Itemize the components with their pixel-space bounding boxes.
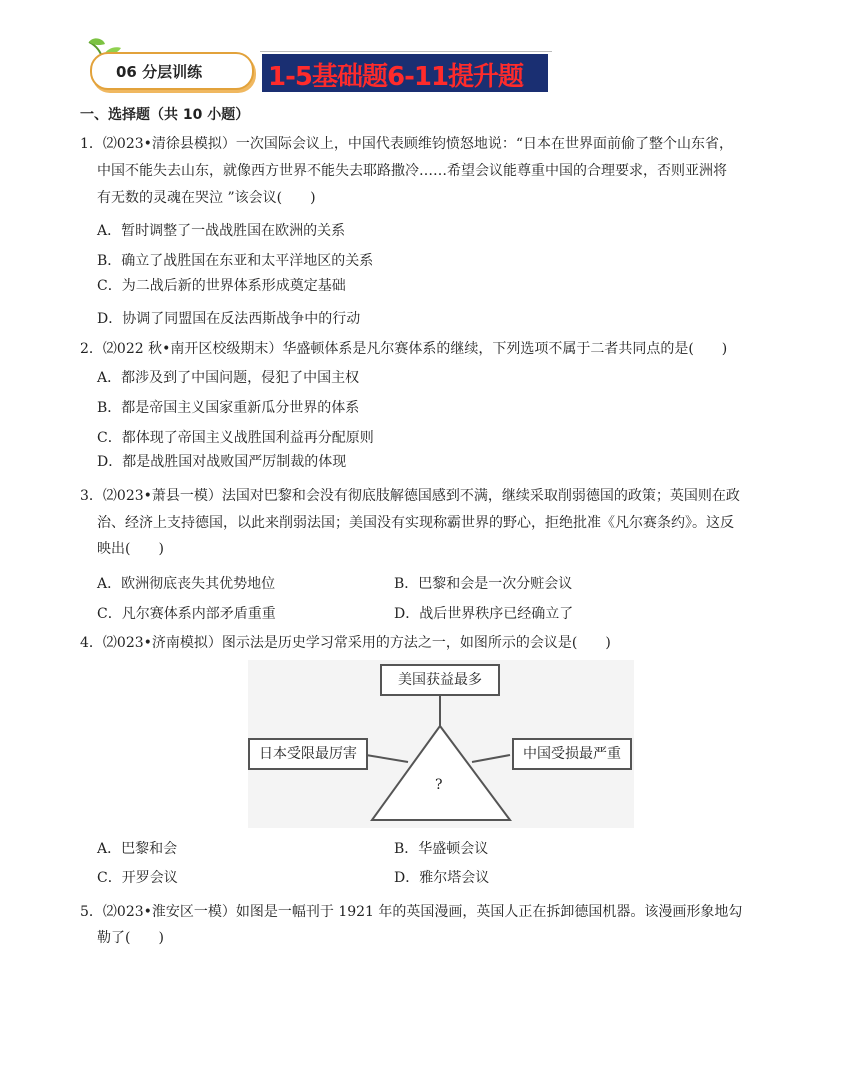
diagram-center-mark: ? — [435, 777, 443, 793]
q1-option-c[interactable]: C．为二战后新的世界体系形成奠定基础 — [97, 278, 346, 294]
q4-option-b[interactable]: B．华盛顿会议 — [394, 841, 489, 857]
q3-stem-line-1: 3．⑵023•萧县一模）法国对巴黎和会没有彻底肢解德国感到不满，继续采取削弱德国的政策；英国则在政 — [80, 488, 740, 504]
q1-option-a[interactable]: A．暂时调整了一战战胜国在欧洲的关系 — [97, 223, 346, 239]
q1-stem-line-2: 中国不能失去山东，就像西方世界不能失去耶路撒冷……希望会议能尊重中国的合理要求，否则亚洲将 — [97, 163, 727, 179]
triangle-shape — [372, 726, 510, 820]
q4-stem-line-1: 4．⑵023•济南模拟）图示法是历史学习常采用的方法之一，如图所示的会议是( ) — [80, 635, 611, 651]
diagram-box-top: 美国获益最多 — [380, 664, 500, 696]
section-title: 一、选择题（共 10 小题） — [80, 107, 250, 123]
q2-option-b[interactable]: B．都是帝国主义国家重新瓜分世界的体系 — [97, 400, 360, 416]
q4-option-c[interactable]: C．开罗会议 — [97, 870, 178, 886]
diagram-box-left: 日本受限最厉害 — [248, 738, 368, 770]
q1-stem-line-1: 1．⑵023•清徐县模拟）一次国际会议上，中国代表顾维钧愤怒地说：“日本在世界面前偷了整个山东省， — [80, 136, 734, 152]
difficulty-banner-text: 1-5基础题6-11提升题 — [268, 62, 524, 92]
q3-option-d[interactable]: D．战后世界秩序已经确立了 — [394, 606, 574, 622]
q4-option-d[interactable]: D．雅尔塔会议 — [394, 870, 490, 886]
q5-stem-line-2: 勒了( ) — [97, 930, 164, 946]
diagram-box-right: 中国受损最严重 — [512, 738, 632, 770]
q1-option-d[interactable]: D．协调了同盟国在反法西斯战争中的行动 — [97, 311, 361, 327]
q2-option-a[interactable]: A．都涉及到了中国问题，侵犯了中国主权 — [97, 370, 360, 386]
q3-option-a[interactable]: A．欧洲彻底丧失其优势地位 — [97, 576, 276, 592]
q3-stem-line-3: 映出( ) — [97, 541, 164, 557]
difficulty-banner — [262, 54, 548, 92]
meeting-diagram — [248, 660, 634, 828]
header-rule — [260, 51, 552, 52]
q5-stem-line-1: 5．⑵023•淮安区一模）如图是一幅刊于 1921 年的英国漫画，英国人正在拆卸德国机器。该漫画形象地勾 — [80, 904, 743, 920]
q3-option-b[interactable]: B．巴黎和会是一次分赃会议 — [394, 576, 573, 592]
q2-stem-line-1: 2．⑵022 秋•南开区校级期末）华盛顿体系是凡尔赛体系的继续，下列选项不属于二者共同点的是( ) — [80, 341, 728, 357]
q3-stem-line-2: 治、经济上支持德国，以此来削弱法国；美国没有实现称霸世界的野心，拒绝批准《凡尔赛条约》。这反 — [97, 515, 734, 531]
q3-option-c[interactable]: C．凡尔赛体系内部矛盾重重 — [97, 606, 276, 622]
q1-option-b[interactable]: B．确立了战胜国在东亚和太平洋地区的关系 — [97, 253, 374, 269]
section-tag — [90, 52, 254, 90]
q2-option-c[interactable]: C．都体现了帝国主义战胜国利益再分配原则 — [97, 430, 374, 446]
section-tag-label: 06 分层训练 — [116, 63, 203, 81]
q4-option-a[interactable]: A．巴黎和会 — [97, 841, 178, 857]
q2-option-d[interactable]: D．都是战胜国对战败国严厉制裁的体现 — [97, 454, 347, 470]
q1-stem-line-3: 有无数的灵魂在哭泣 ”该会议( ) — [97, 190, 316, 206]
